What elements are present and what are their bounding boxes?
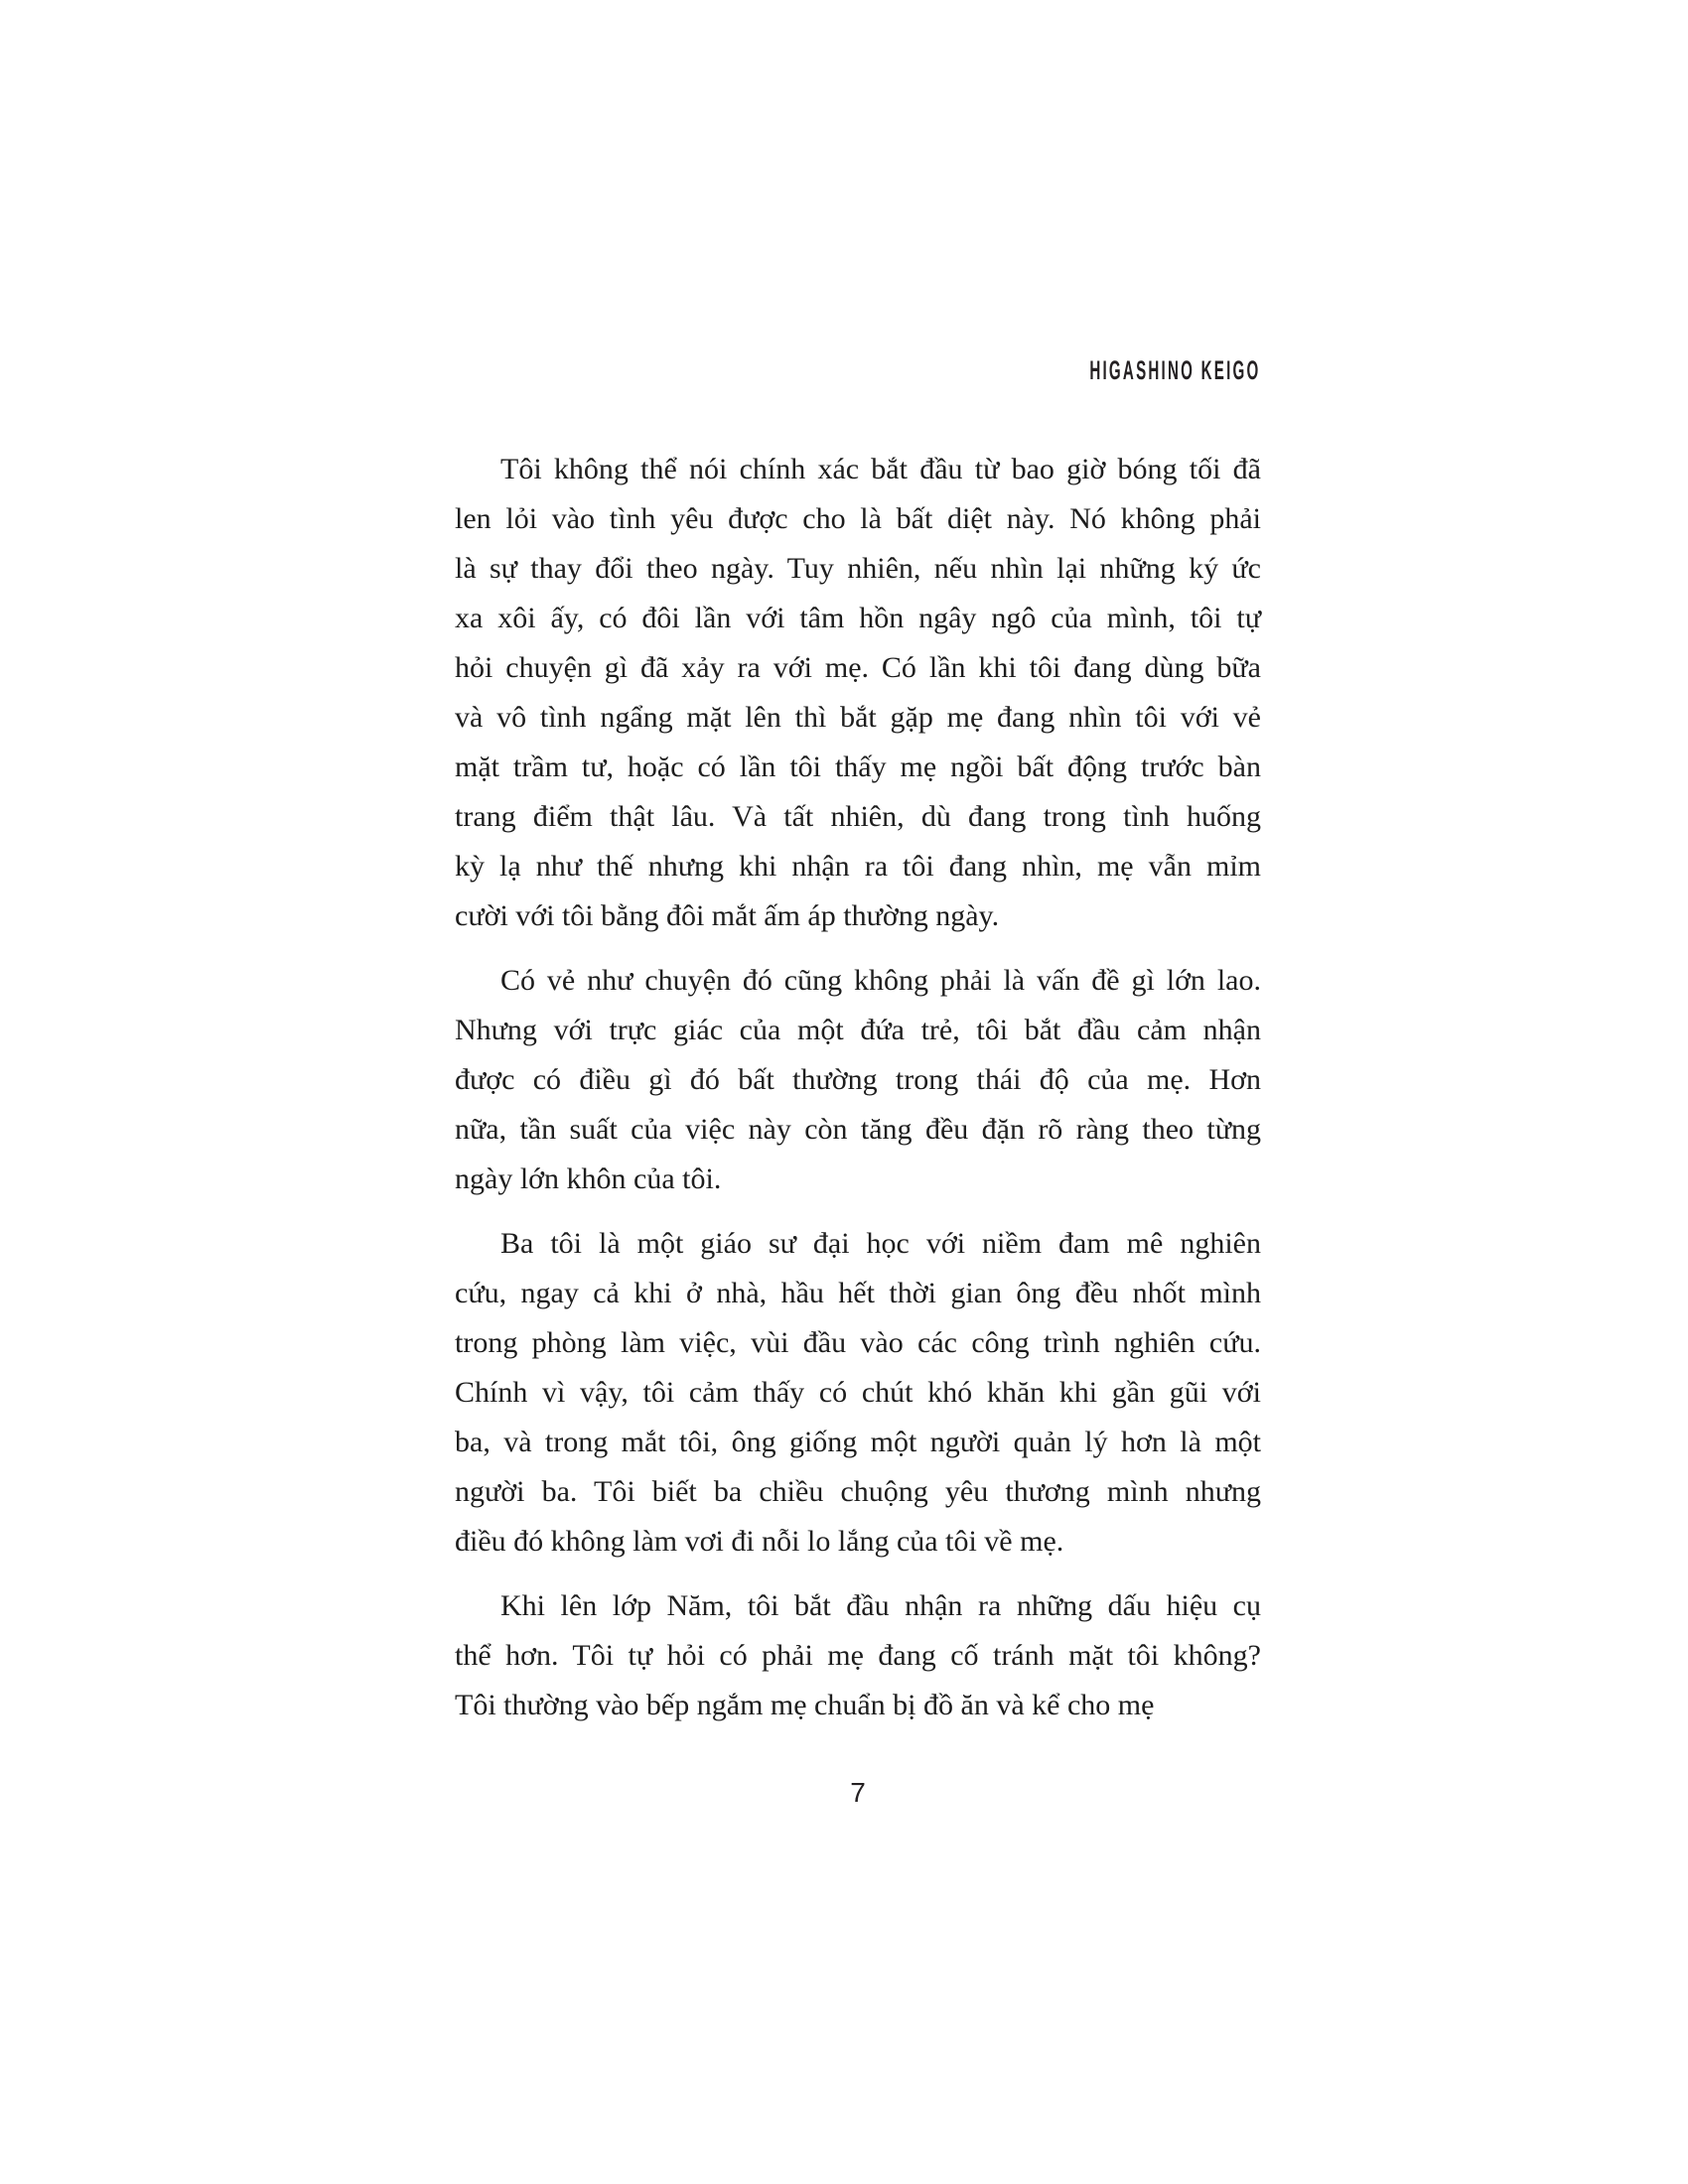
- text-line: trong phòng làm việc, vùi đầu vào các công trình nghiên cứu.: [455, 1326, 1261, 1359]
- text-line: kỳ lạ như thế nhưng khi nhận ra tôi đang nhìn, mẹ vẫn mỉm: [455, 850, 1261, 883]
- text-line: trang điểm thật lâu. Và tất nhiên, dù đang trong tình huống: [455, 800, 1261, 833]
- author-name: HIGASHINO KEIGO: [1089, 355, 1261, 385]
- text-line: Ba tôi là một giáo sư đại học với niềm đam mê nghiên: [500, 1227, 1261, 1260]
- text-line: mặt trầm tư, hoặc có lần tôi thấy mẹ ngồi bất động trước bàn: [455, 751, 1261, 783]
- text-line: xa xôi ấy, có đôi lần với tâm hồn ngây ngô của mình, tôi tự: [455, 602, 1261, 634]
- text-line: Khi lên lớp Năm, tôi bắt đầu nhận ra những dấu hiệu cụ: [500, 1589, 1261, 1622]
- text-line: cười với tôi bằng đôi mắt ấm áp thường ngày.: [455, 899, 1000, 932]
- text-line: Tôi không thể nói chính xác bắt đầu từ bao giờ bóng tối đã: [500, 453, 1261, 485]
- running-head: [455, 355, 1261, 385]
- text-line: thể hơn. Tôi tự hỏi có phải mẹ đang cố tránh mặt tôi không?: [455, 1639, 1261, 1672]
- text-line: ngày lớn khôn của tôi.: [455, 1162, 722, 1195]
- text-line: và vô tình ngẩng mặt lên thì bắt gặp mẹ đang nhìn tôi với vẻ: [455, 701, 1261, 734]
- text-line: người ba. Tôi biết ba chiều chuộng yêu thương mình nhưng: [455, 1475, 1261, 1508]
- text-line: là sự thay đổi theo ngày. Tuy nhiên, nếu nhìn lại những ký ức: [455, 552, 1261, 585]
- text-line: nữa, tần suất của việc này còn tăng đều đặn rõ ràng theo từng: [455, 1113, 1261, 1146]
- paragraph: [455, 1581, 1261, 1730]
- text-line: Chính vì vậy, tôi cảm thấy có chút khó khăn khi gần gũi với: [455, 1376, 1261, 1409]
- paragraph: [455, 445, 1261, 941]
- text-line: được có điều gì đó bất thường trong thái độ của mẹ. Hơn: [455, 1063, 1261, 1096]
- text-line: điều đó không làm vơi đi nỗi lo lắng của tôi về mẹ.: [455, 1525, 1064, 1558]
- paragraph: [455, 1219, 1261, 1567]
- text-line: len lỏi vào tình yêu được cho là bất diệt này. Nó không phải: [455, 502, 1261, 535]
- text-line: ba, và trong mắt tôi, ông giống một người quản lý hơn là một: [455, 1426, 1261, 1458]
- page-number: 7: [850, 1777, 866, 1808]
- text-line: hỏi chuyện gì đã xảy ra với mẹ. Có lần khi tôi đang dùng bữa: [455, 651, 1261, 684]
- text-line: Có vẻ như chuyện đó cũng không phải là vấn đề gì lớn lao.: [500, 964, 1261, 997]
- text-line: cứu, ngay cả khi ở nhà, hầu hết thời gian ông đều nhốt mình: [455, 1277, 1261, 1309]
- paragraph: [455, 956, 1261, 1204]
- text-line: Tôi thường vào bếp ngắm mẹ chuẩn bị đồ ăn và kể cho mẹ: [455, 1689, 1155, 1721]
- body-text: [455, 445, 1261, 1730]
- text-line: Nhưng với trực giác của một đứa trẻ, tôi bắt đầu cảm nhận: [455, 1014, 1261, 1046]
